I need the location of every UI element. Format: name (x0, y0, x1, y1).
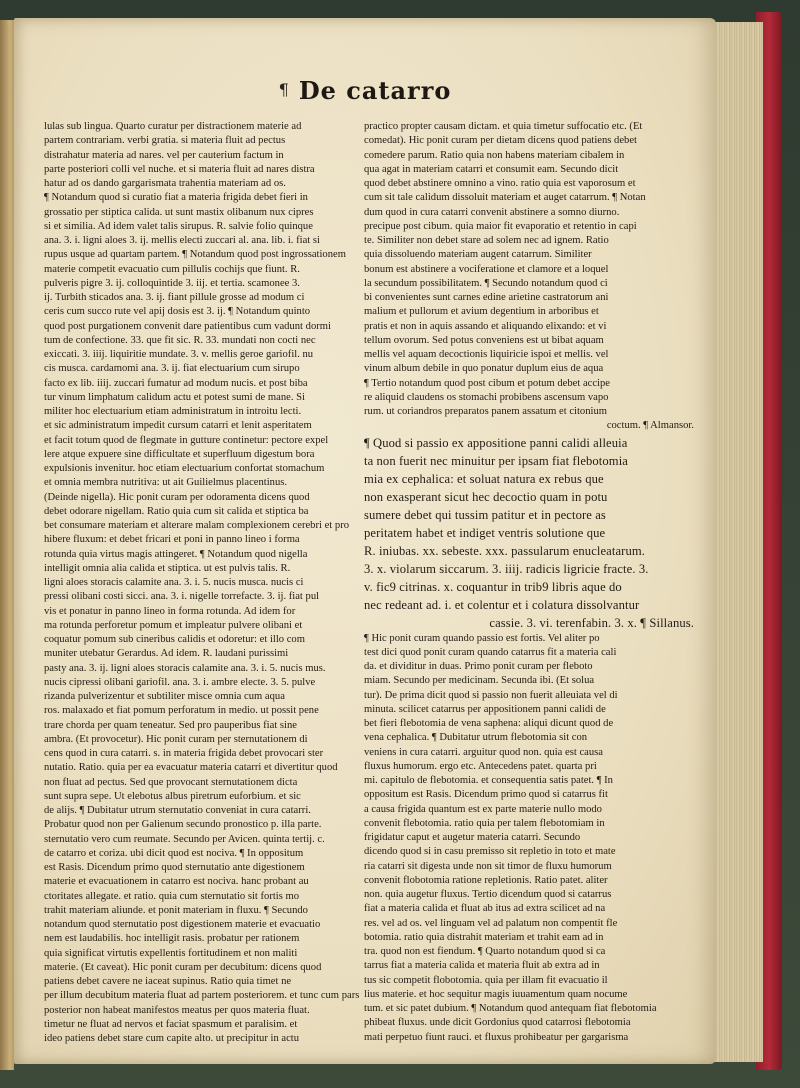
text-line: et omnia membra nutritiva: ut ait Guilielmus placentinus. (44, 477, 288, 489)
text-line: Probatur quod non per Galienum secundo pronostico p. illa parte. (44, 819, 322, 831)
text-line: materie. (Et caveat). Hic ponit curam per decubitum: dicens quod (44, 961, 322, 973)
text-line: re aliquid claudens os stomachi probibens ascensum vapo (364, 391, 609, 403)
text-line: qua agat in materiam catarri et consumit eam. Secundo dicit (364, 163, 619, 175)
text-line: ¶ Tertio notandum quod post cibum et potum debet accipe (364, 377, 610, 389)
text-line: frigidatur caput et augetur materia catarri. Secundo (364, 832, 581, 843)
text-line: malium et pullorum et avium degentium in arboribus et (364, 306, 599, 318)
text-line: oppositum est Rasis. Dicendum primo quod si catarrus fit (364, 789, 608, 801)
text-line: nucis cipressi olibani gariofil. ana. 3. i. ambre electe. 3. 5. pulve (44, 676, 316, 688)
text-line: coquatur pomum sub cineribus calidis et odoretur: et illo com (44, 634, 305, 645)
text-line: nutatio. Ratio. quia per ea evacuatur materia catarri et divertitur quod (44, 762, 338, 774)
text-line: fluxus humorum. ergo etc. Antecedens patet. quarta pri (364, 760, 597, 772)
text-line: lulas sub lingua. Quarto curatur per distractionem materie ad (44, 121, 302, 132)
text-line: tarrus fiat a materia calida et materia fluit ab extra ad in (364, 960, 600, 972)
text-line: per illum decubitum materia fluat ad partem posteriorem. et tunc cum pars (44, 990, 360, 1002)
text-line: bi convenientes sunt carnes edine arietine castratorum ani (364, 292, 609, 303)
text-line: veniens in cura catarri. arguitur quod non. quia est causa (364, 746, 603, 758)
text-line: de alijs. ¶ Dubitatur utrum sternutatio conveniat in cura catarri. (44, 805, 311, 816)
running-header (14, 76, 716, 116)
book-binding-left (0, 20, 14, 1070)
text-line: non. quia augetur fluxus. Tertio dicendum quod si catarrus (364, 889, 612, 900)
text-line: tus sic competit flobotomia. quia per illam fit evacuatio il (364, 974, 608, 986)
text-line: comedere parum. Ratio quia non habens materiam cibalem in (364, 149, 625, 161)
text-line: mi. capitulo de flebotomia. et consequentia satis patet. ¶ In (364, 775, 613, 786)
text-line: nem est laudabilis. hoc intelligit rasis. probatur per rationem (44, 933, 300, 945)
text-line: v. fic9 citrinas. x. coquantur in trib9 libris aque do (364, 579, 622, 594)
text-line: et facit totum quod de flegmate in gutture continetur: pectore expel (44, 434, 329, 446)
text-line: tellum ovorum. Sed potus conveniens est ut bibat aquam (364, 334, 604, 346)
text-line: mia ex cephalica: et soluat natura ex rebus que (364, 471, 604, 486)
text-line: a causa frigida quantum est ex parte materie nullo modo (364, 803, 602, 815)
text-line: ana. 3. i. ligni aloes 3. ij. mellis electi zuccari al. ana. lib. i. fiat si (44, 235, 320, 246)
text-line: notandum quod sternutatio post digestionem materie et evacuatio (44, 919, 321, 930)
text-line: trahit materiam aliunde. et ponit materiam in fluxu. ¶ Secundo (44, 904, 308, 916)
text-line: grossatio per stiptica calida. ut sunt mastix olibanum nux cipres (44, 206, 314, 218)
text-line: vis et ponatur in panno lineo in forma rotunda. Ad idem for (44, 605, 296, 617)
text-line: dum quod in cura catarri convenit abstinere a somno diurno. (364, 206, 620, 218)
text-line: hatur ad os dando gargarismata trahentia materiam ad os. (44, 178, 286, 189)
text-line: ¶ Notandum quod si curatio fiat a materia frigida debet fieri in (44, 192, 308, 204)
text-line: quia significat virtutis expellentis fortitudinem et non maliti (44, 947, 298, 959)
text-line: intelligit omnia alia calida et stiptica. ut est pulvis talis. R. (44, 562, 291, 574)
text-line: non fluat ad pectus. Sed que provocant sternutationem dicta (44, 776, 298, 788)
text-line: cis musca. cardamomi ana. 3. ij. fiat electuarium cum sirupo (44, 363, 300, 375)
text-line: rum. ut coriandros preparatos panem assatum et citonium (364, 406, 607, 417)
text-line: bonum est abstinere a vociferatione et clamore et a loquel (364, 263, 609, 275)
text-line: cens quod in cura catarri. s. in materia frigida debet provocari ster (44, 748, 324, 759)
text-line: ¶ Quod si passio ex appositione panni calidi alleuia (364, 435, 628, 450)
text-line: (Deinde nigella). Hic ponit curam per odoramenta dicens quod (44, 491, 310, 503)
text-line: ma rotunda perforetur pomum et impleatur pulvere olibani et (44, 619, 303, 631)
text-line: ij. Turbith sticados ana. 3. ij. fiant pillule grosse ad modum ci (44, 292, 305, 303)
text-line: nec redeant ad. i. et colentur et i colatura dissolvantur (364, 597, 640, 612)
text-line: pulveris pigre 3. ij. colloquintide 3. iij. et tertia. scamonee 3. (44, 277, 300, 289)
text-column-left (44, 120, 360, 1044)
text-line: lius materie. et hoc sequitur magis iuuamentum quam nocume (364, 988, 628, 1000)
text-line: quod post purgationem convenit dare patientibus cum vadunt dormi (44, 320, 331, 332)
text-line: ideo patiens debet stare cum capite alto. ut precipitur in actu (44, 1033, 300, 1044)
text-line: facto ex lib. iiij. zuccari fumatur ad modum nucis. et post biba (44, 377, 308, 389)
text-line: de catarro et coriza. ubi dicit quod est nociva. ¶ In oppositum (44, 847, 304, 859)
text-line: cassie. 3. vi. terenfabin. 3. x. ¶ Sillanus. (489, 615, 694, 630)
text-line: ligni aloes storacis calamite ana. 3. i. 5. nucis musca. nucis ci (44, 577, 304, 588)
text-line: et sic administratum impedit cursum catarri et lenit asperitatem (44, 420, 312, 432)
text-line: practico propter causam dictam. et quia timetur suffocatio etc. (Et (364, 121, 643, 132)
text-line: fiat a materia calida et fluat ab itus ad extra scilicet ad na (364, 903, 606, 915)
text-line: timetur ne fluat ad nervos et faciat spasmum et paralisim. et (44, 1018, 298, 1030)
text-line: posterior non habeat manifestos meatus per quos materia fluat. (44, 1004, 310, 1016)
text-line: coctum. ¶ Almansor. (606, 420, 694, 432)
text-line: debet odorare nigellam. Ratio quia cum sit calida et stiptica ba (44, 505, 309, 517)
text-line: convenit flebotomia. ratio quia per talem flebotomiam in (364, 817, 605, 829)
text-line: distrahatur materia ad nares. vel per cauterium factum in (44, 149, 284, 161)
text-line: bet fieri flebotomia de vena saphena: aliqui dicunt quod de (364, 718, 614, 729)
text-line: ceris cum succo rute vel apij dosis est 3. ij. ¶ Notandum quinto (44, 306, 311, 318)
text-line: muniter utebatur Gerardus. Ad idem. R. laudani purissimi (44, 648, 289, 660)
text-line: vena cephalica. ¶ Dubitatur utrum flebotomia sit con (364, 732, 588, 744)
text-line: ros. malaxado et fiat pomum perforatum in medio. ut possit pene (44, 705, 319, 717)
text-line: expulsionis invenitur. hoc etiam electuarium confortat stomachum (44, 463, 325, 474)
text-line: materie et evacuationem in catarro est nociva. hanc probant au (44, 876, 309, 888)
text-line: comedat). Hic ponit curam per dietam dicens quod patiens debet (364, 135, 637, 147)
text-line: phibeat fluxus. unde dicit Gordonius quod catarrosi flebotomia (364, 1017, 631, 1029)
text-line: la secundum possibilitatem. ¶ Secundo notandum quod ci (364, 277, 608, 289)
text-line: trare chorda per quam teneatur. Sed pro pauperibus fiat sine (44, 719, 297, 731)
text-line: dicendo quod si in casu premisso sit repletio in toto et mate (364, 846, 616, 858)
text-line: precipue post cibum. quia maior fit evaporatio et retentio in capi (364, 220, 637, 232)
text-line: miam. Secundo per medicinam. Secunda ibi. (Et solua (364, 675, 595, 687)
text-line: sumere debet qui tussim patitur et in pectore as (364, 507, 606, 522)
book-page (14, 18, 716, 1064)
text-line: R. iniubas. xx. sebeste. xxx. passularum enucleatarum. (364, 543, 645, 558)
text-line: est Rasis. Dicendum primo quod sternutatio ante digestionem (44, 862, 305, 873)
page-title: De catarro (298, 76, 452, 105)
text-line: sunt supra sepe. Ut elebotus albus piretrum euforbium. et sic (44, 790, 301, 802)
text-line: exiccati. 3. iiij. liquiritie mundate. 3. v. mellis geroe gariofil. nu (44, 349, 314, 360)
text-line: tum. et sic patet dubium. ¶ Notandum quod antequam fiat flebotomia (364, 1003, 657, 1014)
text-line: ¶ Hic ponit curam quando passio est fortis. Vel aliter po (364, 632, 600, 644)
text-line: te. Similiter non debet stare ad solem nec ad ignem. Ratio (364, 235, 609, 246)
text-line: tum de confectione. 33. que fit sic. R. 33. mundati non cocti nec (44, 334, 316, 346)
text-line: lere atque expuere sine difficultate et superfluum digestum bora (44, 448, 315, 460)
text-line: mati perpetuo fiunt rauci. et fluxus prohibeatur per gargarisma (364, 1031, 629, 1043)
page-edges (714, 22, 763, 1062)
text-line: rotunda quia virtus magis attingeret. ¶ Notandum quod nigella (44, 548, 308, 560)
text-line: ambra. (Et provocetur). Hic ponit curam per sternutationem di (44, 733, 308, 745)
text-line: mellis vel aquam decoctionis liquiricie ispoi et mellis. vel (364, 349, 609, 360)
text-line: vinum album debile in quo ponatur duplum eius de aqua (364, 363, 604, 375)
text-line: minuta. scilicet catarrus per appositionem panni calidi de (364, 703, 606, 715)
text-line: ctoritates allegate. et ratio. quia cum sternutatio sit fortis mo (44, 890, 300, 902)
text-line: pasty ana. 3. ij. ligni aloes storacis calamite ana. 3. i. 5. nucis mus. (44, 662, 326, 674)
text-line: botomia. ratio quia distrahit materiam et trahit eam ad in (364, 931, 604, 943)
text-line: pressi olibani costi sicci. ana. 3. i. nigelle torrefacte. 3. ij. fiat pul (44, 591, 320, 603)
text-line: tur). De prima dicit quod si passio non fuerit alleuiata vel di (364, 689, 618, 701)
text-line: militer hoc electuarium etiam administratum in introitu lecti. (44, 406, 302, 417)
text-line: quia dissoluendo materiam augent catarrum. Similiter (364, 249, 592, 261)
text-line: tra. quod non est fiendum. ¶ Quarto notandum quod si ca (364, 946, 606, 957)
text-column-right (364, 120, 694, 1043)
text-line: convenit flobotomia ratione repletionis. Ratio patet. aliter (364, 874, 608, 886)
text-line: ria catarri sit digesta unde non sit timor de fluxu humorum (364, 860, 612, 872)
text-line: peritatem habet et indiget ventris solutione que (364, 525, 606, 540)
text-line: materie competit evacuatio cum pillulis cochijs que fiunt. R. (44, 263, 300, 275)
text-line: cum sit tale calidum dissoluit materiam et auget catarrum. ¶ Notan (364, 192, 646, 204)
text-line: rizanda pulverizentur et subtiliter misce omnia cum aqua (44, 691, 285, 702)
text-line: bet consumare materiam et alterare malam complexionem cerebri et pro (44, 520, 350, 531)
text-line: quod debet abstinere omnino a vino. ratio quia est vaporosum et (364, 178, 636, 189)
text-line: parte posteriori colli vel nuche. et si materia fluit ad nares distra (44, 163, 315, 175)
text-line: pratis et non in aquis assando et aliquando elixando: et vi (364, 320, 607, 332)
text-line: tur vinum limphatum calidum actu et potest sumi de mane. Si (44, 391, 305, 403)
text-line: rupus usque ad quartam partem. ¶ Notandum quod post ingrossationem (44, 249, 346, 261)
text-line: non exasperant sicut hec decoctio quam in potu (364, 489, 608, 504)
text-line: res. vel ad os. vel linguam vel ad palatum non compentit fle (364, 917, 618, 929)
text-line: si et similia. Ad idem valet talis sirupus. R. salvie folio quinque (44, 220, 313, 232)
text-line: test dici quod ponit curam quando catarrus fit a materia cali (364, 646, 617, 658)
text-line: hibere fluxum: et debet fricari et poni in panno lineo i forma (44, 534, 300, 546)
text-line: patiens debet cavere ne iaceat supinus. Ratio quia timet ne (44, 976, 292, 987)
text-line: sternutatio vero cum reumate. Secundo per Avicen. quinta tertij. c. (44, 833, 325, 845)
text-line: ta non fuerit nec minuitur per ipsam fiat flebotomia (364, 453, 628, 468)
text-line: partem contrariam. verbi gratia. si materia fluit ad pectus (44, 135, 286, 147)
text-line: 3. x. violarum siccarum. 3. iiij. radicis ligricie fracte. 3. (364, 561, 649, 576)
text-line: da. et dividitur in duas. Primo ponit curam per fleboto (364, 661, 593, 672)
paragraph-mark-icon: ¶ (278, 80, 289, 99)
